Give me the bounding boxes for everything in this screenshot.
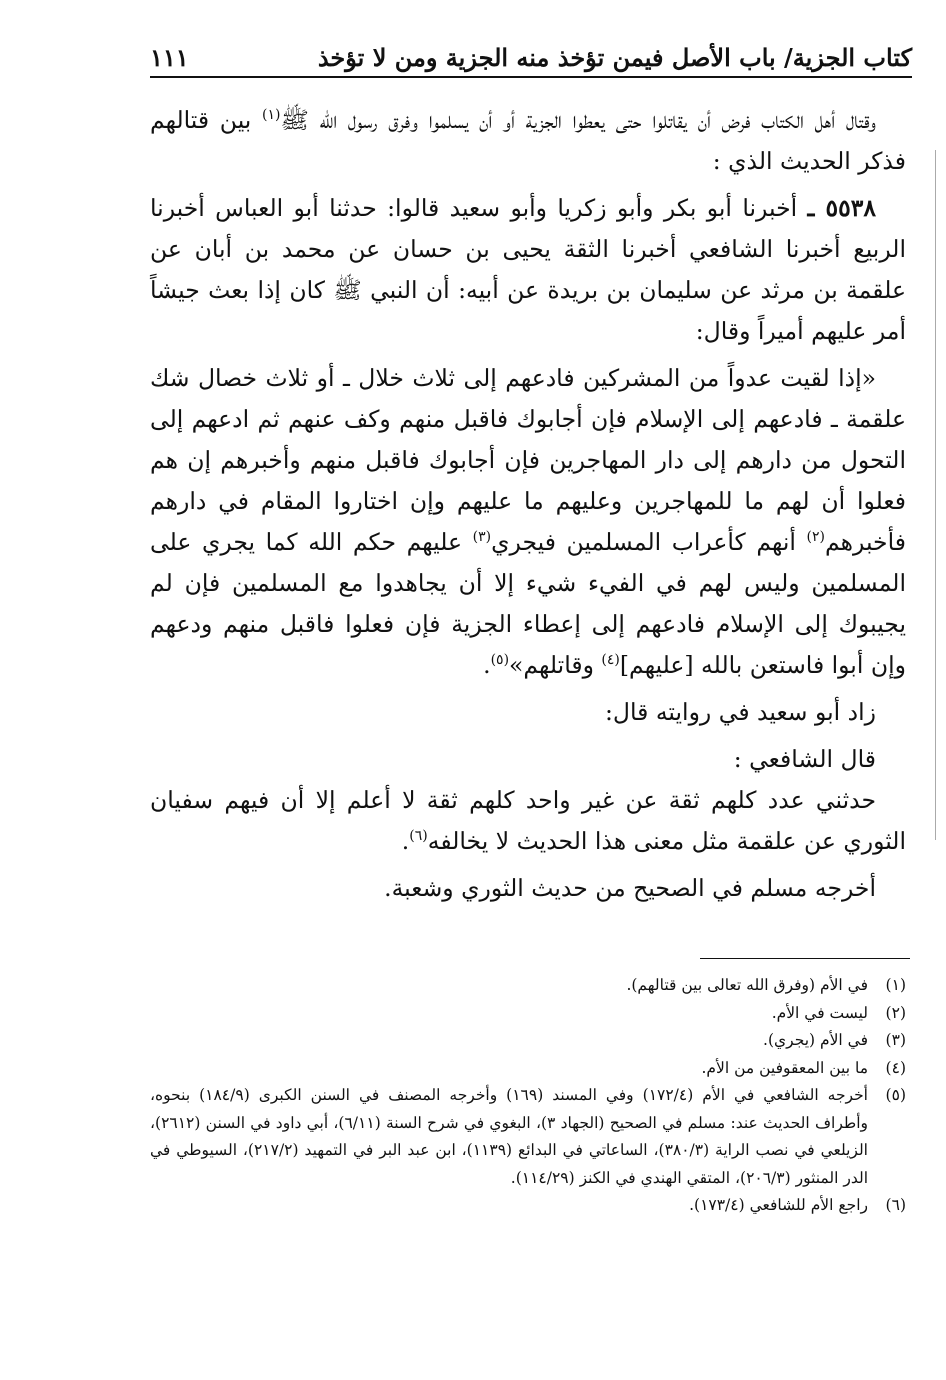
footnote-ref-5: (٥) [490, 652, 510, 669]
footnote-item [150, 972, 906, 1000]
footnote-separator [700, 958, 910, 959]
footnote-ref-2: (٢) [806, 529, 825, 546]
footnote-number: (٤) [885, 1058, 906, 1077]
paragraph-narration [150, 780, 906, 862]
hadith-text-a: «إذا لقيت عدواً من المشركين فادعهم إلى ثلاث خلال ـ أو ثلاث خصال شك علقمة ـ فادعهم إلى الإسلام فإن أجابوك فاقبل منهم وكف عنهم ثم ادعهم إلى التحول من دارهم إلى دار المهاجرين فإن أجابوك فاقبل منهم وأخبرهم إن هم فعلوا أن لهم ما للمهاجرين وعليهم ما عليهم وإن اختاروا المقام في دارهم فأخبرهم [150, 364, 906, 556]
addition-text: زاد أبو سعيد في روايته قال: [604, 698, 876, 726]
footnote-text: في الأم (وفرق الله تعالى بين قتالهم). [626, 976, 868, 994]
footnote-text: راجع الأم للشافعي (١٧٣/٤). [689, 1196, 868, 1214]
footnote-text: في الأم (يجري). [763, 1031, 868, 1049]
hadith-text-c: عليهم حكم الله كما يجري على المسلمين وليس لهم في الفيء شيء إلا أن يجاهدوا مع المسلمين فإن لم يجيبوك إلى الإسلام فادعهم إلى إعطاء الجزية فإن فعلوا فاقبل منهم ودعهم وإن أبوا فاستعن بالله [عليهم] [150, 528, 906, 679]
takhrij-text: أخرجه مسلم في الصحيح من حديث الثوري وشعبة. [384, 874, 876, 902]
footnotes [150, 972, 906, 1220]
paragraph-addition [150, 692, 906, 733]
footnote-number: (٦) [885, 1196, 906, 1214]
footnote-item [150, 1000, 906, 1028]
shafii-label: قال الشافعي : [733, 745, 876, 773]
footnote-item [150, 1082, 906, 1192]
hadith-text-b: أنهم كأعراب المسلمين فيجري [491, 528, 807, 556]
page-number: ١١١ [150, 43, 189, 72]
footnote-number: (٥) [885, 1086, 906, 1104]
isnad-text: أخبرنا أبو بكر وأبو زكريا وأبو سعيد قالوا: حدثنا أبو العباس أخبرنا الربيع أخبرنا الشافعي أخبرنا الثقة يحيى بن حسان عن محمد بن أبان عن علقمة بن مرثد عن سليمان بن بريدة عن أبيه: أن النبي ﷺ كان إذا بعث جيشاً أمر عليهم أميراً وقال: [150, 194, 906, 345]
paragraph-hadith [150, 358, 906, 686]
intro-text: وقتال أهل الكتاب فرض أن يقاتلوا حتى يعطوا الجزية أو أن يسلموا وفرق رسول الله ﷺ [280, 106, 876, 134]
footnote-item [150, 1055, 906, 1083]
footnote-text: ما بين المعقوفين من الأم. [701, 1058, 868, 1077]
footnote-text: أخرجه الشافعي في الأم (١٧٢/٤) وفي المسند (١٦٩) وأخرجه المصنف في السنن الكبرى (١٨٤/٩) بنحوه، وأطراف الحديث عند: مسلم في الصحيح (الجهاد ٣)، البغوي في شرح السنة (٦/١١)، أبي داود في السنن (٢٦١٢)، الزيلعي في نصب الراية (٣٨٠/٣)، الساعاتي في البدائع (١١٣٩)، ابن عبد البر في التمهيد (٢١٧/٢)، السيوطي في الدر المنثور (٢٠٦/٣)، المتقي الهندي في الكنز (١١٤/٢٩). [150, 1086, 868, 1187]
running-header [150, 28, 912, 78]
footnote-ref-4: (٤) [601, 652, 620, 669]
footnote-text: ليست في الأم. [771, 1003, 868, 1022]
narration-text-end: . [401, 827, 410, 855]
hadith-number: ٥٥٣٨ ـ [807, 194, 876, 222]
narration-text: حدثني عدد كلهم ثقة عن غير واحد كلهم ثقة لا أعلم إلا أن فيهم سفيان الثوري عن علقمة مثل معنى هذا الحديث لا يخالفه [150, 786, 906, 855]
footnote-number: (٣) [885, 1031, 906, 1049]
footnote-ref-3: (٣) [472, 529, 492, 546]
footnote-item [150, 1192, 906, 1220]
paragraph-isnad [150, 188, 906, 352]
hadith-text-d: وقاتلهم» [509, 651, 602, 679]
header-title: كتاب الجزية/ باب الأصل فيمن تؤخذ منه الجزية ومن لا تؤخذ [317, 43, 912, 72]
footnote-ref-6: (٦) [409, 828, 428, 845]
paragraph-intro [150, 100, 906, 182]
footnote-number: (١) [885, 976, 906, 994]
footnote-number: (٢) [885, 1003, 906, 1022]
footnote-item [150, 1027, 906, 1055]
main-text [150, 100, 906, 909]
paragraph-takhrij [150, 868, 906, 909]
hadith-text-e: . [483, 651, 491, 679]
paragraph-shafii [150, 739, 906, 780]
footnote-ref-1: (١) [262, 107, 281, 124]
intro-text-end: بين قتالهم فذكر الحديث الذي : [150, 106, 906, 175]
scan-margin-line [935, 150, 936, 840]
